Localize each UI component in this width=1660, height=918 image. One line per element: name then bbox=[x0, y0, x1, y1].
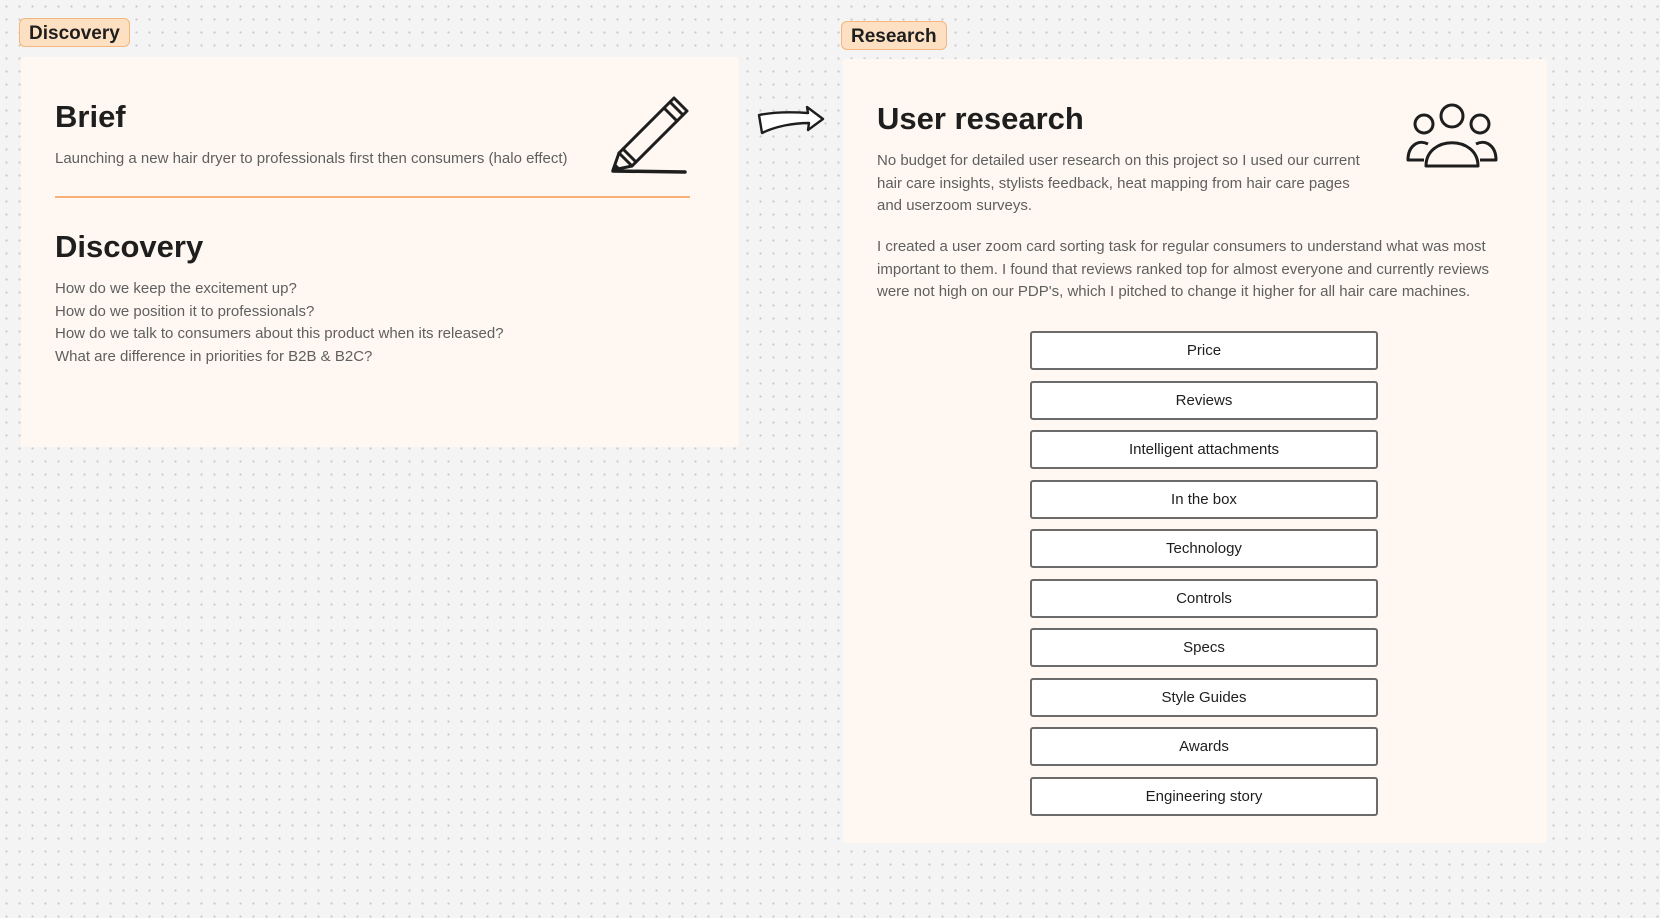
card-sort-item[interactable]: Engineering story bbox=[1030, 777, 1378, 816]
discovery-section-tag[interactable]: Discovery bbox=[19, 18, 130, 47]
card-sort-item[interactable]: Controls bbox=[1030, 579, 1378, 618]
arrow-right-icon[interactable] bbox=[756, 103, 826, 137]
card-sort-item[interactable]: Technology bbox=[1030, 529, 1378, 568]
discovery-question: How do we talk to consumers about this product when its released? bbox=[55, 325, 504, 342]
card-sort-item[interactable]: Style Guides bbox=[1030, 678, 1378, 717]
discovery-question: How do we keep the excitement up? bbox=[55, 280, 297, 297]
research-paragraph-2: I created a user zoom card sorting task for regular consumers to understand what was most important to them. I found that reviews ranked top for almost everyone and currently reviews were not high on our PDP's, which I pitched to change it higher for all hair care machines. bbox=[877, 238, 1489, 300]
discovery-title: Discovery bbox=[55, 229, 204, 264]
brief-title: Brief bbox=[55, 99, 126, 134]
discovery-question: How do we position it to professionals? bbox=[55, 302, 315, 320]
card-sort-item[interactable]: Reviews bbox=[1030, 381, 1378, 420]
section-divider bbox=[55, 196, 690, 198]
card-sort-item[interactable]: Specs bbox=[1030, 628, 1378, 667]
research-frame[interactable] bbox=[843, 59, 1547, 843]
research-section-tag[interactable]: Research bbox=[841, 21, 947, 50]
card-sort-item[interactable]: In the box bbox=[1030, 480, 1378, 519]
card-sort-item[interactable]: Awards bbox=[1030, 727, 1378, 766]
brief-description: Launching a new hair dryer to professionals first then consumers (halo effect) bbox=[55, 150, 568, 167]
discovery-question: What are difference in priorities for B2B & B2C? bbox=[55, 347, 373, 365]
users-group-icon bbox=[1404, 99, 1500, 175]
pencil-icon bbox=[607, 93, 691, 177]
discovery-questions bbox=[55, 278, 504, 368]
card-sort-item[interactable]: Price bbox=[1030, 331, 1378, 370]
discovery-frame[interactable] bbox=[21, 57, 739, 447]
research-paragraph-1: No budget for detailed user research on this project so I used our current hair care insights, stylists feedback, heat mapping from hair care pages and userzoom surveys. bbox=[877, 152, 1360, 214]
user-research-title: User research bbox=[877, 101, 1084, 136]
card-sort-list bbox=[1030, 331, 1378, 826]
card-sort-item[interactable]: Intelligent attachments bbox=[1030, 430, 1378, 469]
